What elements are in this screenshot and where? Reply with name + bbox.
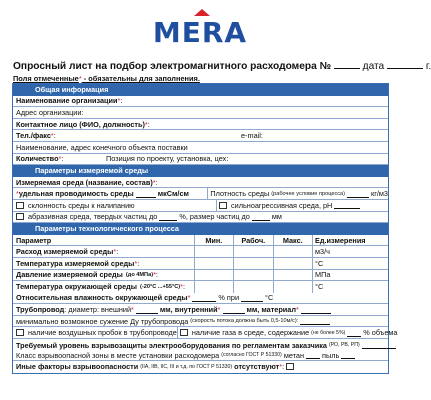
- process-table-body: [13, 246, 388, 292]
- process-row: [13, 270, 388, 282]
- required-mark: *: [117, 96, 121, 106]
- org-name-label: Наименование организации: [16, 96, 118, 106]
- process-unit: м3/ч: [312, 246, 388, 257]
- medium-name-label: Измеряемая среда (название, состав): [16, 177, 153, 187]
- required-mark: *: [144, 119, 148, 129]
- zone-gas-label: метан: [283, 350, 304, 360]
- explosion-block[interactable]: [13, 339, 388, 361]
- outer-diameter-blank[interactable]: [136, 306, 158, 314]
- required-mark: *: [180, 282, 183, 292]
- colon: :: [53, 131, 56, 141]
- abrasive-label: абразивная среда, твердых частиц до: [28, 212, 158, 222]
- gas-cell[interactable]: [177, 327, 398, 338]
- gas-checkbox[interactable]: [180, 329, 188, 336]
- org-address-row[interactable]: [13, 107, 388, 119]
- process-value-work[interactable]: [233, 258, 273, 269]
- required-mark: *: [153, 270, 156, 280]
- process-unit: МПа: [312, 270, 388, 281]
- conductivity-blank[interactable]: [136, 190, 156, 198]
- section-medium-header: [13, 165, 388, 177]
- humidity-temp-blank[interactable]: [241, 294, 263, 302]
- gas-blank[interactable]: [347, 329, 361, 337]
- process-param-cell: [16, 270, 194, 281]
- org-name-row[interactable]: [13, 96, 388, 108]
- acidic-checkbox[interactable]: [219, 202, 227, 209]
- humidity-at: % при: [218, 293, 240, 303]
- density-note: (рабочее условие процесса): [271, 190, 346, 197]
- humidity-blank[interactable]: [192, 294, 216, 302]
- min-dn-row[interactable]: [13, 316, 388, 328]
- density-label: Плотность среды: [210, 189, 270, 199]
- zone-dust-label: пыль: [322, 350, 340, 360]
- title-text: Опросный лист на подбор электромагнитного расходомера №: [13, 61, 331, 72]
- required-mark: *: [50, 131, 54, 141]
- humidity-unit: °C: [265, 293, 274, 303]
- title-year-suffix: г.: [425, 61, 431, 72]
- colon: :: [147, 119, 150, 129]
- other-factors-row[interactable]: [13, 361, 388, 373]
- date-blank[interactable]: [387, 60, 423, 69]
- section-medium-title: Параметры измеряемой среды: [35, 165, 149, 175]
- absent-label: отсутствуют: [234, 362, 280, 372]
- legend: [13, 74, 200, 83]
- phone-cell[interactable]: [16, 130, 241, 141]
- quantity-cell[interactable]: [16, 154, 106, 165]
- process-table-header: [13, 235, 388, 247]
- legend-marked: Поля отмеченные: [13, 74, 79, 83]
- abrasive-row[interactable]: [13, 212, 388, 224]
- explosion-level-blank[interactable]: [362, 341, 396, 349]
- email-cell[interactable]: [241, 130, 263, 141]
- required-mark: *: [217, 305, 221, 315]
- inner-label: мм, внутренний: [159, 305, 218, 315]
- air-cell[interactable]: [16, 327, 177, 338]
- process-value-max[interactable]: [273, 258, 313, 269]
- air-gas-row: [13, 327, 398, 339]
- process-param-label: Расход измеряемой среды: [16, 247, 114, 257]
- min-dn-blank[interactable]: [300, 317, 330, 325]
- legend-asterisk: *: [78, 74, 82, 83]
- explosion-title-line: [16, 340, 388, 350]
- colon: :: [182, 282, 185, 292]
- gas-unit: % объема: [363, 328, 398, 338]
- process-param-note: (до 4МПа): [125, 271, 154, 278]
- required-mark: *: [187, 293, 191, 303]
- other-factors-note: (IIA, IIB, IIC, III и т.д. по ГОСТ Р 51330): [140, 363, 233, 370]
- position-cell[interactable]: [106, 154, 228, 165]
- section-process-header: [13, 223, 388, 235]
- logo-hat-icon: [194, 9, 210, 16]
- contact-row[interactable]: [13, 119, 388, 131]
- title-date-label: дата: [362, 61, 385, 72]
- process-param-cell: [16, 258, 194, 269]
- process-column-header: Ед.измерения: [312, 235, 388, 246]
- contact-label: Контактное лицо (ФИО, должность): [16, 119, 145, 129]
- explosion-title: Требуемый уровень взрывозащиты электрооборудования по регламентам заказчика: [16, 340, 327, 350]
- conductivity-row[interactable]: [13, 188, 388, 200]
- abrasive-mm: мм: [271, 212, 282, 222]
- crystallize-cell[interactable]: [16, 200, 216, 211]
- density-unit: кг/м3: [371, 189, 388, 199]
- process-row: [13, 258, 388, 270]
- air-label: наличие воздушных пробок в трубопроводе: [28, 328, 177, 338]
- process-value-max[interactable]: [273, 246, 313, 257]
- process-value-work[interactable]: [233, 270, 273, 281]
- process-param-cell: [16, 246, 194, 257]
- process-param-cell: [16, 281, 194, 293]
- phone-label: Тел./факс: [16, 131, 51, 141]
- colon: :: [116, 247, 119, 257]
- logo-wrap: [0, 18, 400, 48]
- conductivity-unit: мкСм/см: [157, 189, 189, 199]
- humidity-label: Относительная влажность окружающей среды: [16, 293, 188, 303]
- air-checkbox[interactable]: [16, 329, 24, 336]
- section-general-title: Общая информация: [35, 84, 109, 94]
- min-dn-note: (скорость потока должна быть 0,5-10м/с):: [190, 318, 299, 325]
- material-label: мм, материал: [246, 305, 296, 315]
- process-value-min[interactable]: [194, 246, 234, 257]
- phone-row[interactable]: [13, 130, 388, 142]
- process-value-max[interactable]: [273, 281, 313, 293]
- process-column-header: Рабоч.: [233, 235, 272, 246]
- colon: :: [61, 154, 64, 164]
- process-value-min[interactable]: [194, 281, 234, 293]
- org-address-label: Адрес организации:: [16, 107, 84, 117]
- email-label: e-mail:: [241, 131, 263, 141]
- quantity-row[interactable]: [13, 154, 388, 166]
- end-object-label: Наименование, адрес конечного объекта поставки: [16, 142, 188, 152]
- colon: :: [155, 177, 158, 187]
- zone-label: Класс взрывоопасной зоны в месте установки расходомера: [16, 350, 220, 360]
- density-cell[interactable]: [207, 188, 388, 199]
- gas-note: (не более 5%): [311, 329, 346, 336]
- process-unit: °C: [312, 258, 388, 269]
- required-mark: *: [16, 189, 19, 199]
- mera-logo: [153, 18, 247, 48]
- process-column-header: Параметр: [16, 235, 52, 245]
- crystallize-checkbox[interactable]: [16, 202, 24, 209]
- pipeline-label: Трубопровод: [16, 305, 65, 315]
- required-mark: *: [134, 258, 138, 268]
- colon: :: [282, 362, 285, 372]
- process-param-note: (-20°C ...+55°C): [140, 283, 181, 290]
- colon: :: [120, 96, 123, 106]
- logo-text: MERA: [152, 16, 248, 49]
- abrasive-percent-blank[interactable]: [159, 213, 177, 221]
- process-unit: °C: [312, 281, 388, 293]
- medium-name-row[interactable]: [13, 177, 388, 189]
- process-row: [13, 246, 388, 258]
- required-mark: *: [279, 362, 283, 372]
- conductivity-label: удельная проводимость среды: [18, 189, 134, 199]
- properties-row: [13, 200, 388, 212]
- conductivity-cell[interactable]: [16, 188, 207, 199]
- ph-blank[interactable]: [334, 201, 360, 209]
- absent-checkbox[interactable]: [286, 363, 294, 370]
- colon: :: [155, 270, 158, 280]
- explosion-title-note: (РО, РВ, РП): [328, 342, 360, 349]
- required-mark: *: [131, 305, 134, 315]
- abrasive-checkbox[interactable]: [16, 213, 24, 220]
- process-param-label: Давление измеряемой среды: [16, 270, 123, 280]
- particle-size-blank[interactable]: [252, 213, 270, 221]
- process-value-min[interactable]: [194, 258, 234, 269]
- questionnaire-form: [12, 83, 398, 374]
- form-number-blank[interactable]: [334, 60, 360, 69]
- required-mark: *: [152, 177, 156, 187]
- end-object-row[interactable]: [13, 142, 388, 154]
- required-mark: *: [113, 247, 117, 257]
- page-title: [13, 60, 431, 72]
- zone-dust-blank[interactable]: [341, 351, 355, 359]
- zone-note: (согласно ГОСТ Р 51330): [221, 352, 282, 359]
- process-row: [13, 281, 388, 293]
- abrasive-unit: %, размер частиц до: [179, 212, 250, 222]
- colon: :: [137, 258, 140, 268]
- other-factors-label: Иные факторы взрывоопасности: [16, 362, 139, 372]
- pipeline-row[interactable]: [13, 304, 388, 316]
- process-value-max[interactable]: [273, 270, 313, 281]
- required-mark: *: [58, 154, 62, 164]
- acidic-cell[interactable]: [216, 200, 362, 211]
- colon: :: [64, 305, 69, 315]
- inner-diameter-blank[interactable]: [223, 306, 245, 314]
- crystallize-label: склонность среды к налипанию: [28, 200, 135, 210]
- gas-label: наличие газа в среде, содержание: [191, 328, 310, 338]
- section-process-title: Параметры технологического процесса: [35, 223, 179, 233]
- explosion-zone-line: [16, 350, 388, 360]
- process-value-min[interactable]: [194, 270, 234, 281]
- process-value-work[interactable]: [233, 281, 273, 293]
- density-blank[interactable]: [347, 190, 369, 198]
- process-column-header: Мин.: [194, 235, 233, 246]
- position-label: Позиция по проекту, установка, цех:: [106, 154, 229, 164]
- zone-gas-blank[interactable]: [306, 351, 320, 359]
- section-general-header: [13, 84, 388, 96]
- process-column-header: Макс.: [273, 235, 312, 246]
- legend-rest: - обязательны для заполнения.: [81, 74, 200, 83]
- process-param-label: Температура окружающей среды: [16, 282, 138, 292]
- min-dn-label: минимально возможное сужение Ду трубопровода: [16, 316, 189, 326]
- material-blank[interactable]: [301, 306, 331, 314]
- quantity-label: Количество: [16, 154, 59, 164]
- outer-label: диаметр: внешний: [68, 305, 132, 315]
- acidic-label: сильноагрессивная среда, рН: [231, 200, 333, 210]
- humidity-row[interactable]: [13, 293, 388, 305]
- required-mark: *: [295, 305, 299, 315]
- process-value-work[interactable]: [233, 246, 273, 257]
- process-param-label: Температура измеряемой среды: [16, 258, 135, 268]
